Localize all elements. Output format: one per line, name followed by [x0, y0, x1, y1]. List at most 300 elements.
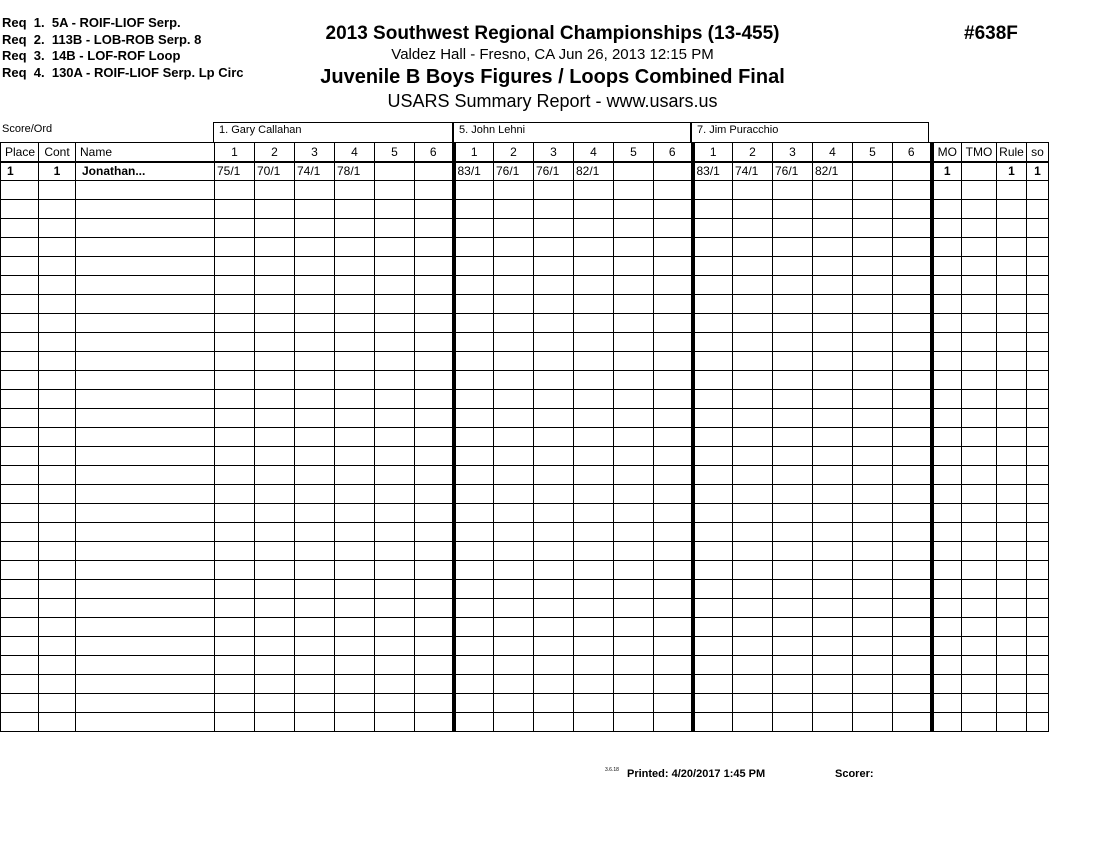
empty-cell [773, 637, 813, 656]
empty-cell [813, 504, 853, 523]
empty-cell [997, 466, 1027, 485]
empty-cell [853, 181, 893, 200]
requirement-2: Req 2. 113B - LOB-ROB Serp. 8 [2, 31, 202, 47]
empty-cell [654, 561, 693, 580]
empty-cell [614, 200, 654, 219]
empty-cell [733, 447, 773, 466]
empty-cell [1027, 694, 1049, 713]
empty-cell [932, 637, 962, 656]
empty-cell [295, 580, 335, 599]
empty-cell [654, 276, 693, 295]
empty-cell [255, 181, 295, 200]
empty-table-row [1, 219, 1049, 238]
empty-cell [574, 542, 614, 561]
empty-cell [962, 485, 997, 504]
empty-cell [39, 276, 76, 295]
empty-cell [893, 656, 932, 675]
empty-cell [375, 618, 415, 637]
empty-cell [494, 276, 534, 295]
empty-cell [534, 409, 574, 428]
empty-cell [813, 333, 853, 352]
empty-cell [215, 371, 255, 390]
empty-cell [773, 314, 813, 333]
empty-cell [997, 371, 1027, 390]
empty-cell [853, 466, 893, 485]
empty-cell [853, 428, 893, 447]
empty-cell [813, 181, 853, 200]
empty-cell [893, 295, 932, 314]
judge-2-header: 5. John Lehni [453, 122, 691, 142]
empty-cell [1, 485, 39, 504]
empty-cell [614, 390, 654, 409]
empty-cell [733, 390, 773, 409]
empty-table-row [1, 656, 1049, 675]
empty-table-row [1, 675, 1049, 694]
empty-cell [962, 618, 997, 637]
empty-cell [693, 333, 733, 352]
score-cell: 76/1 [494, 162, 534, 181]
empty-cell [997, 561, 1027, 580]
empty-cell [76, 713, 215, 732]
empty-cell [335, 333, 375, 352]
empty-cell [375, 238, 415, 257]
empty-cell [454, 352, 494, 371]
empty-cell [1027, 295, 1049, 314]
empty-cell [39, 352, 76, 371]
empty-cell [654, 390, 693, 409]
empty-cell [1027, 618, 1049, 637]
empty-table-row [1, 599, 1049, 618]
empty-cell [773, 390, 813, 409]
empty-cell [654, 675, 693, 694]
empty-table-row [1, 295, 1049, 314]
empty-cell [335, 276, 375, 295]
empty-cell [215, 257, 255, 276]
empty-cell [574, 694, 614, 713]
empty-cell [335, 371, 375, 390]
empty-cell [693, 181, 733, 200]
empty-cell [1027, 276, 1049, 295]
empty-cell [1027, 333, 1049, 352]
empty-cell [375, 561, 415, 580]
empty-cell [574, 580, 614, 599]
empty-cell [853, 257, 893, 276]
empty-cell [215, 656, 255, 675]
empty-cell [375, 333, 415, 352]
empty-cell [962, 447, 997, 466]
empty-cell [813, 466, 853, 485]
empty-cell [654, 637, 693, 656]
empty-cell [962, 181, 997, 200]
empty-cell [853, 504, 893, 523]
venue-line: Valdez Hall - Fresno, CA Jun 26, 2013 12:15 PM [391, 46, 714, 63]
empty-cell [962, 428, 997, 447]
empty-cell [893, 371, 932, 390]
empty-cell [932, 314, 962, 333]
empty-cell [893, 219, 932, 238]
empty-cell [494, 314, 534, 333]
empty-cell [773, 238, 813, 257]
empty-cell [415, 390, 454, 409]
empty-cell [813, 314, 853, 333]
empty-cell [454, 371, 494, 390]
empty-cell [962, 599, 997, 618]
empty-cell [494, 447, 534, 466]
empty-cell [1, 200, 39, 219]
empty-cell [654, 314, 693, 333]
empty-cell [1, 371, 39, 390]
empty-cell [693, 561, 733, 580]
empty-cell [454, 314, 494, 333]
empty-cell [813, 295, 853, 314]
empty-cell [39, 713, 76, 732]
empty-table-row [1, 637, 1049, 656]
empty-cell [215, 485, 255, 504]
empty-cell [773, 200, 813, 219]
score-cell [853, 162, 893, 181]
empty-cell [962, 238, 997, 257]
empty-cell [733, 219, 773, 238]
empty-cell [534, 713, 574, 732]
score-cell: 70/1 [255, 162, 295, 181]
empty-cell [962, 580, 997, 599]
empty-table-row [1, 580, 1049, 599]
empty-cell [932, 523, 962, 542]
empty-cell [1, 390, 39, 409]
empty-cell [693, 428, 733, 447]
empty-table-row [1, 428, 1049, 447]
empty-cell [574, 200, 614, 219]
empty-cell [773, 599, 813, 618]
empty-cell [1, 257, 39, 276]
empty-cell [574, 333, 614, 352]
empty-cell [335, 181, 375, 200]
empty-cell [375, 485, 415, 504]
empty-cell [534, 314, 574, 333]
empty-cell [534, 276, 574, 295]
col-header-judge3-fig1: 1 [693, 143, 733, 162]
empty-cell [733, 409, 773, 428]
empty-cell [773, 618, 813, 637]
empty-cell [39, 580, 76, 599]
empty-cell [255, 713, 295, 732]
empty-cell [1, 238, 39, 257]
empty-cell [574, 352, 614, 371]
empty-cell [76, 637, 215, 656]
empty-cell [335, 352, 375, 371]
empty-cell [1027, 371, 1049, 390]
empty-cell [215, 181, 255, 200]
empty-cell [574, 428, 614, 447]
score-cell [375, 162, 415, 181]
col-header-judge1-fig1: 1 [215, 143, 255, 162]
empty-cell [215, 219, 255, 238]
place-cell: 1 [1, 162, 39, 181]
empty-cell [295, 542, 335, 561]
empty-table-row [1, 713, 1049, 732]
empty-cell [215, 409, 255, 428]
empty-cell [375, 200, 415, 219]
empty-cell [654, 523, 693, 542]
empty-cell [654, 542, 693, 561]
empty-cell [1, 314, 39, 333]
empty-cell [454, 181, 494, 200]
empty-cell [997, 181, 1027, 200]
empty-cell [773, 675, 813, 694]
empty-cell [76, 295, 215, 314]
event-title: Juvenile B Boys Figures / Loops Combined Final [320, 66, 785, 88]
col-header-judge3-fig6: 6 [893, 143, 932, 162]
empty-cell [76, 219, 215, 238]
empty-cell [1, 466, 39, 485]
empty-cell [614, 561, 654, 580]
empty-cell [997, 637, 1027, 656]
empty-cell [335, 580, 375, 599]
empty-cell [534, 371, 574, 390]
empty-cell [1, 694, 39, 713]
empty-cell [534, 599, 574, 618]
empty-cell [654, 656, 693, 675]
empty-cell [295, 466, 335, 485]
empty-cell [415, 314, 454, 333]
empty-cell [494, 656, 534, 675]
col-header-judge2-fig5: 5 [614, 143, 654, 162]
empty-cell [733, 352, 773, 371]
empty-cell [693, 523, 733, 542]
empty-cell [255, 561, 295, 580]
empty-cell [375, 637, 415, 656]
empty-cell [215, 523, 255, 542]
empty-cell [295, 219, 335, 238]
empty-cell [255, 580, 295, 599]
empty-cell [335, 675, 375, 694]
empty-cell [375, 314, 415, 333]
empty-cell [255, 599, 295, 618]
empty-cell [962, 276, 997, 295]
empty-cell [962, 466, 997, 485]
empty-cell [997, 694, 1027, 713]
empty-cell [335, 485, 375, 504]
empty-cell [693, 637, 733, 656]
empty-cell [693, 238, 733, 257]
empty-cell [76, 485, 215, 504]
empty-cell [813, 485, 853, 504]
score-cell [614, 162, 654, 181]
empty-cell [932, 352, 962, 371]
empty-cell [893, 333, 932, 352]
empty-cell [415, 333, 454, 352]
empty-cell [813, 618, 853, 637]
empty-cell [962, 523, 997, 542]
empty-cell [853, 352, 893, 371]
empty-cell [733, 200, 773, 219]
empty-cell [375, 656, 415, 675]
empty-cell [1027, 561, 1049, 580]
empty-cell [255, 428, 295, 447]
empty-cell [335, 618, 375, 637]
empty-cell [962, 314, 997, 333]
empty-cell [962, 542, 997, 561]
empty-cell [733, 561, 773, 580]
empty-cell [813, 523, 853, 542]
empty-table-row [1, 181, 1049, 200]
empty-cell [375, 409, 415, 428]
empty-cell [39, 523, 76, 542]
empty-cell [773, 181, 813, 200]
empty-cell [574, 561, 614, 580]
empty-cell [893, 580, 932, 599]
empty-cell [454, 257, 494, 276]
empty-cell [962, 295, 997, 314]
empty-cell [853, 219, 893, 238]
score-cell: 78/1 [335, 162, 375, 181]
empty-cell [893, 352, 932, 371]
empty-cell [654, 694, 693, 713]
empty-cell [614, 238, 654, 257]
empty-cell [614, 276, 654, 295]
empty-cell [415, 257, 454, 276]
empty-cell [295, 390, 335, 409]
cont-cell: 1 [39, 162, 76, 181]
empty-cell [255, 200, 295, 219]
empty-cell [415, 542, 454, 561]
col-header-judge2-fig1: 1 [454, 143, 494, 162]
empty-cell [295, 504, 335, 523]
empty-cell [215, 238, 255, 257]
empty-cell [1, 618, 39, 637]
empty-cell [295, 257, 335, 276]
empty-cell [454, 694, 494, 713]
empty-cell [335, 542, 375, 561]
empty-cell [693, 504, 733, 523]
col-header-mo: MO [932, 143, 962, 162]
empty-cell [1027, 675, 1049, 694]
empty-cell [773, 371, 813, 390]
empty-cell [813, 390, 853, 409]
empty-cell [295, 523, 335, 542]
empty-cell [454, 675, 494, 694]
empty-cell [962, 637, 997, 656]
name-cell: Jonathan... [76, 162, 215, 181]
empty-cell [614, 409, 654, 428]
empty-cell [932, 333, 962, 352]
empty-cell [415, 447, 454, 466]
empty-cell [215, 447, 255, 466]
empty-cell [962, 561, 997, 580]
empty-cell [1, 295, 39, 314]
requirement-4: Req 4. 130A - ROIF-LIOF Serp. Lp Circ [2, 64, 244, 80]
empty-cell [335, 504, 375, 523]
empty-cell [574, 656, 614, 675]
empty-cell [494, 542, 534, 561]
empty-cell [932, 428, 962, 447]
empty-cell [893, 485, 932, 504]
empty-cell [39, 181, 76, 200]
empty-cell [932, 257, 962, 276]
empty-table-row [1, 371, 1049, 390]
empty-cell [614, 428, 654, 447]
empty-cell [893, 276, 932, 295]
empty-cell [1027, 219, 1049, 238]
empty-cell [614, 523, 654, 542]
empty-cell [893, 694, 932, 713]
empty-cell [335, 561, 375, 580]
empty-cell [1, 333, 39, 352]
empty-cell [1027, 466, 1049, 485]
empty-cell [853, 542, 893, 561]
empty-cell [295, 200, 335, 219]
empty-cell [574, 295, 614, 314]
empty-cell [76, 181, 215, 200]
empty-cell [335, 200, 375, 219]
empty-cell [813, 200, 853, 219]
empty-cell [415, 352, 454, 371]
empty-cell [893, 447, 932, 466]
empty-cell [76, 276, 215, 295]
empty-cell [853, 618, 893, 637]
empty-cell [1, 352, 39, 371]
empty-cell [215, 352, 255, 371]
col-header-cont: Cont [39, 143, 76, 162]
empty-cell [773, 466, 813, 485]
empty-cell [295, 485, 335, 504]
empty-cell [733, 618, 773, 637]
empty-cell [654, 504, 693, 523]
empty-cell [375, 447, 415, 466]
empty-cell [1, 219, 39, 238]
empty-cell [893, 637, 932, 656]
empty-cell [415, 618, 454, 637]
empty-cell [335, 295, 375, 314]
empty-cell [76, 542, 215, 561]
empty-cell [932, 504, 962, 523]
requirement-1: Req 1. 5A - ROIF-LIOF Serp. [2, 15, 181, 30]
empty-cell [693, 276, 733, 295]
empty-cell [255, 276, 295, 295]
empty-cell [215, 561, 255, 580]
empty-cell [255, 314, 295, 333]
empty-cell [773, 504, 813, 523]
empty-cell [39, 314, 76, 333]
empty-cell [997, 314, 1027, 333]
empty-cell [997, 656, 1027, 675]
empty-cell [76, 466, 215, 485]
empty-cell [997, 447, 1027, 466]
empty-cell [693, 713, 733, 732]
empty-cell [1027, 390, 1049, 409]
empty-cell [773, 694, 813, 713]
empty-cell [215, 580, 255, 599]
empty-cell [454, 428, 494, 447]
empty-cell [255, 523, 295, 542]
empty-cell [494, 428, 534, 447]
empty-cell [853, 447, 893, 466]
empty-cell [813, 713, 853, 732]
empty-cell [654, 485, 693, 504]
empty-table-row [1, 523, 1049, 542]
empty-cell [215, 276, 255, 295]
empty-cell [614, 675, 654, 694]
empty-cell [1, 713, 39, 732]
empty-cell [853, 200, 893, 219]
empty-cell [932, 295, 962, 314]
empty-cell [574, 371, 614, 390]
empty-cell [494, 257, 534, 276]
empty-cell [733, 181, 773, 200]
empty-cell [76, 599, 215, 618]
empty-cell [654, 713, 693, 732]
empty-cell [733, 713, 773, 732]
